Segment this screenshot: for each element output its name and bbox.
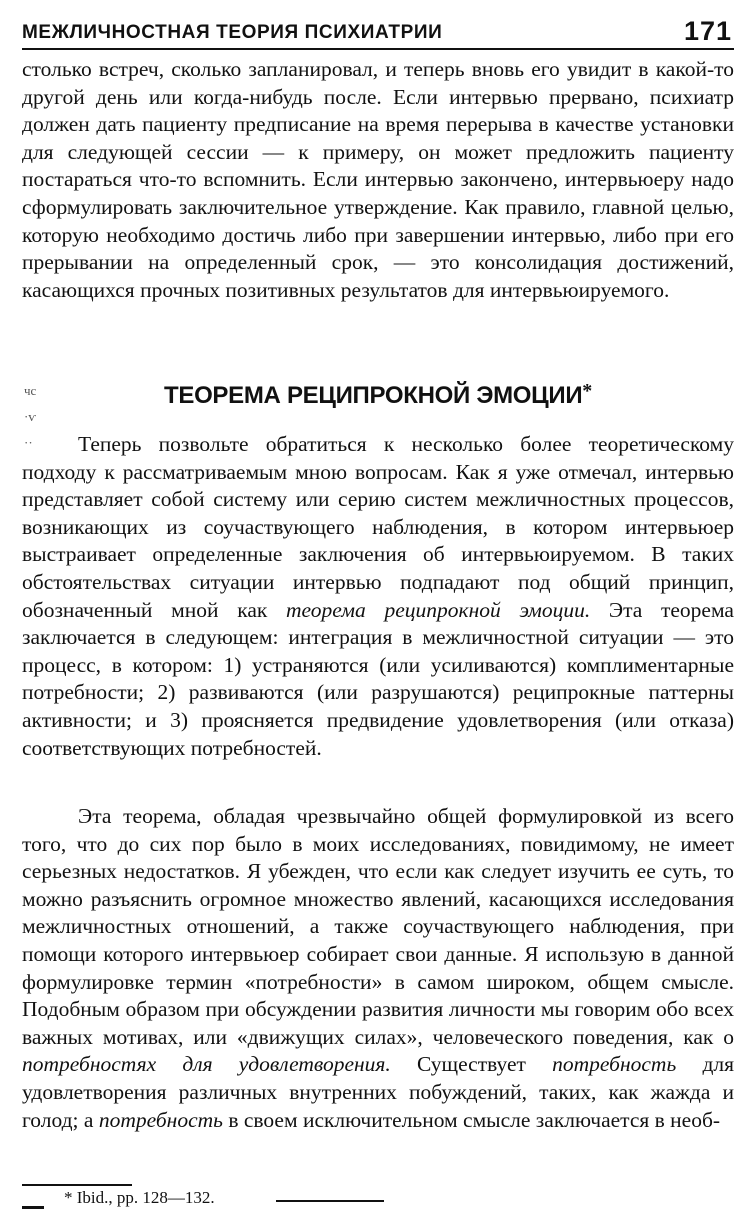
paragraph-2-emphasis-1: теорема реципрокной эмоции.: [286, 597, 591, 622]
section-heading-text: ТЕОРЕМА РЕЦИПРОКНОЙ ЭМОЦИИ: [164, 382, 583, 409]
margin-mark-1: чс: [24, 383, 37, 398]
section-heading: [22, 380, 734, 410]
margin-mark-2: ·ѵ: [24, 409, 36, 424]
footnote-separator: [22, 1184, 132, 1186]
paragraph-2-text: [22, 431, 734, 762]
footnote-separator-short: [22, 1206, 44, 1209]
running-title: МЕЖЛИЧНОСТНАЯ ТЕОРИЯ ПСИХИАТРИИ: [22, 22, 443, 43]
paragraph-3-emphasis-1: потребностях для удовлетворения.: [22, 1052, 391, 1077]
paragraph-3-part-3: для удовлетворения различных внутренних побуждений, таких, как жажда и голод; а: [22, 1052, 735, 1132]
footnote-marker: *: [64, 1188, 73, 1207]
paragraph-1-text: столько встреч, сколько запланировал, и теперь вновь его увидит в какой-то другой день или когда-нибудь после. Если интервью прервано, психиатр должен дать пациенту предписание на время перерыва в качестве установки для следующей сессии — к примеру, он может предложить пациенту постараться что-то вспомнить. Если интервью закончено, интервьюеру надо сформулировать заключительное утверждение. Как правило, главной целью, которую необходимо достичь либо при завершении интервью, либо при его прерывании на определенный срок, — это консолидация достижений, касающихся прочных позитивных результатов для интервьюируемого.: [22, 57, 734, 302]
paragraph-2: [22, 431, 734, 762]
footnote: [64, 1188, 215, 1208]
footnote-text: Ibid., pp. 128—132.: [76, 1188, 215, 1207]
paragraph-3-emphasis-2: потребность: [552, 1052, 677, 1077]
paragraph-3: [22, 803, 734, 1134]
paragraph-2-part-1: Теперь позвольте обратиться к несколько более теоретическому подходу к рассматриваемым мною вопросам. Как я уже отмечал, интервью представляет собой систему или серию систем межличностных процессов, возникающих из соучаствующего наблюдения, в котором интервьюер выстраивает определенные заключения об интервьюируемом. В таких обстоятельствах ситуации интервью подпадают под общий принцип, обозначенный мной как: [22, 432, 734, 622]
paragraph-3-text: [22, 803, 734, 1134]
page-number: 171: [683, 16, 732, 46]
paragraph-3-part-4: в своем исключительном смысле заключается в необ-: [222, 1107, 721, 1132]
running-header: [22, 14, 734, 50]
paragraph-3-emphasis-3: потребность: [98, 1107, 223, 1132]
margin-mark-3: ··: [24, 435, 33, 450]
footnote-reference-mark: *: [582, 380, 592, 402]
footnote-trailing-rule: [276, 1200, 384, 1202]
paragraph-3-part-2: Существует: [390, 1052, 553, 1077]
paragraph-1: [22, 56, 734, 304]
paragraph-3-part-1: Эта теорема, обладая чрезвычайно общей формулировкой из всего того, что до сих пор было в моих исследованиях, повидимому, не имеет серьезных недостатков. Я убежден, что если как следует изучить ее суть, то можно разъяснить огромное множество явлений, касающихся исследования межличностных отношений, а также соучаствующего наблюдения, при помощи которого интервьюер собирает свои данные. Я использую в данной формулировке термин «потребности» в самом широком, общем смысле. Подобным образом при обсуждении развития личности мы говорим обо всех важных мотивах, или «движущих силах», человеческого поведения, как о: [22, 804, 734, 1049]
paragraph-2-part-2: Эта теорема заключается в следующем: интеграция в межличностной ситуации — это процесс, в котором: 1) устраняются (или усиливаются) комплиментарные потребности; 2) развиваются (или разрушаются) реципрокные паттерны активности; и 3) проясняется предвидение удовлетворения (или отказа) соответствующих потребностей.: [22, 597, 734, 760]
